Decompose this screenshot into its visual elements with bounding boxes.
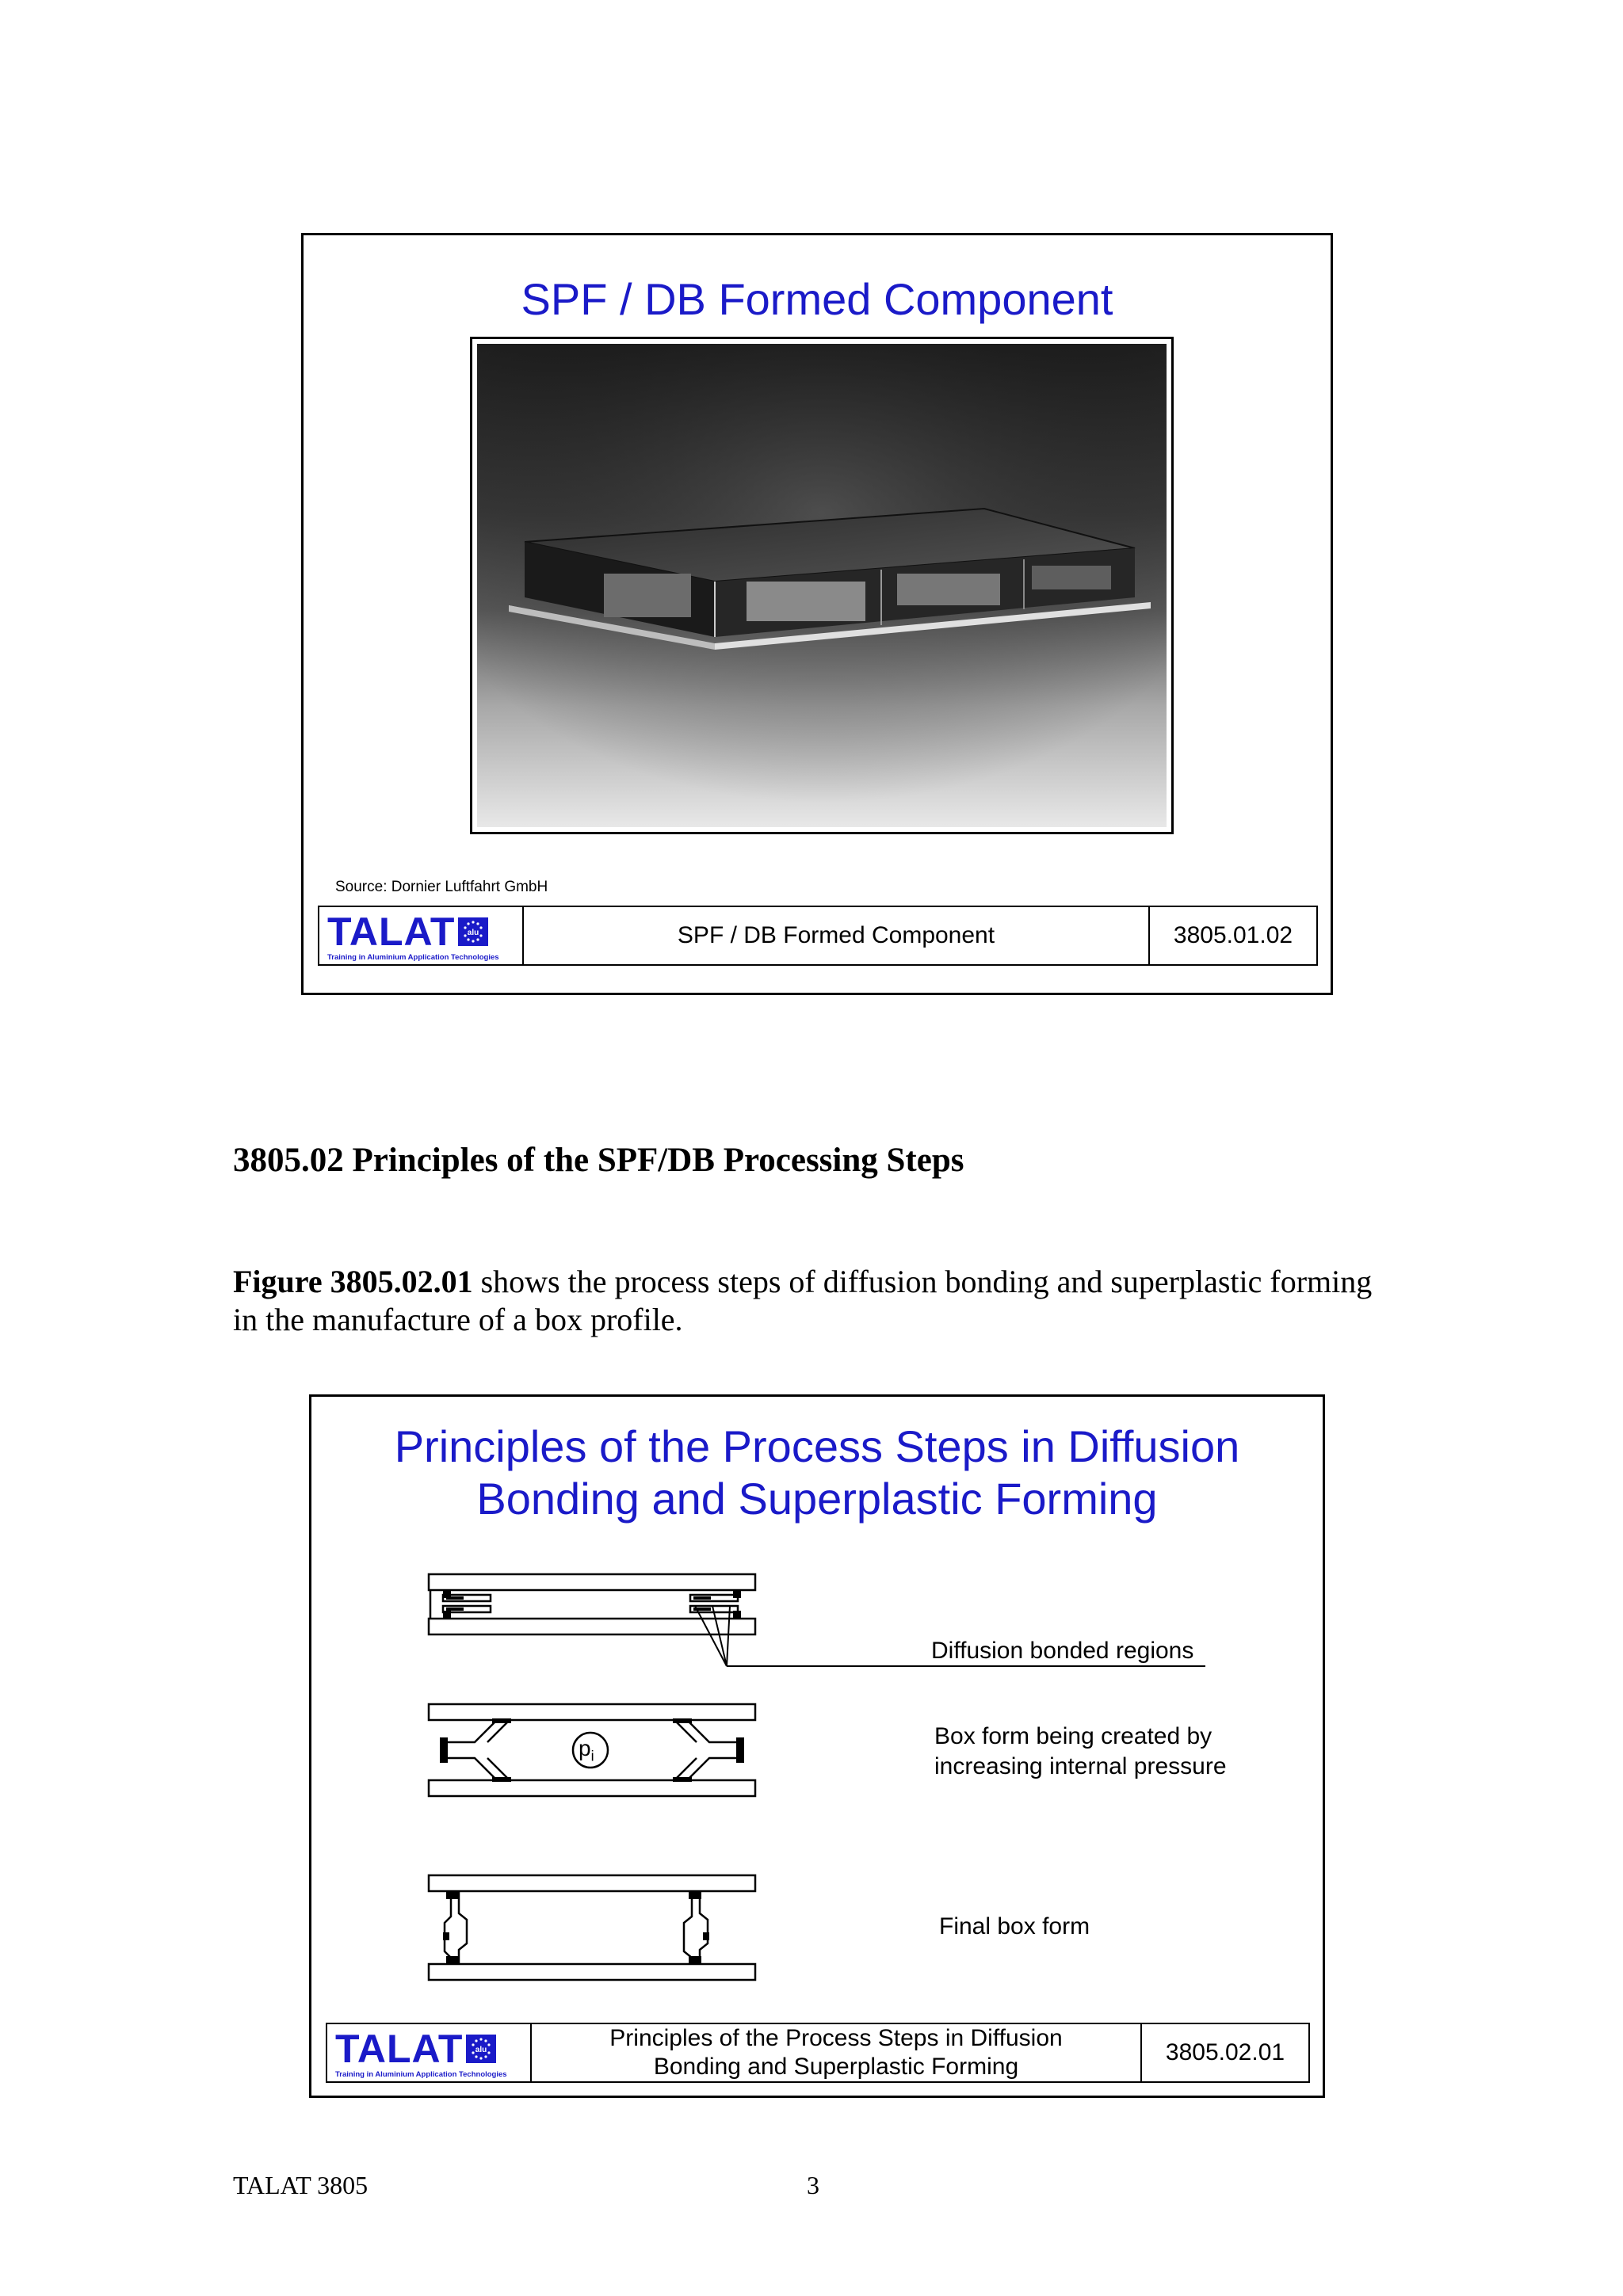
figure-reference: Figure 3805.02.01 [233, 1264, 473, 1299]
label-box-forming-line2: increasing internal pressure [934, 1753, 1227, 1779]
slide-process-steps [309, 1394, 1325, 2098]
slide2-footer-bar [326, 2023, 1310, 2083]
step3-final-box [429, 1875, 755, 1980]
talat-logo [327, 2024, 532, 2081]
alu-badge: alu [468, 928, 479, 937]
slide1-footer-code: 3805.01.02 [1148, 907, 1316, 964]
label-box-forming [934, 1722, 1227, 1782]
talat-logo-subtitle: Training in Aluminium Application Technologies [335, 2069, 507, 2079]
label-box-forming-line1: Box form being created by [934, 1723, 1212, 1749]
slide2-footer-title-line1: Principles of the Process Steps in Diffusion [609, 2025, 1063, 2051]
label-internal-pressure [579, 1733, 594, 1772]
slide1-footer-title: SPF / DB Formed Component [677, 922, 995, 948]
label-final-box: Final box form [939, 1913, 1090, 1939]
section-paragraph [233, 1263, 1382, 1339]
alu-badge: alu [475, 2045, 487, 2054]
section-heading: 3805.02 Principles of the SPF/DB Processing Steps [233, 1142, 964, 1179]
pressure-symbol: p [579, 1736, 591, 1760]
label-diffusion-bonded: Diffusion bonded regions [931, 1638, 1194, 1664]
talat-logo [319, 907, 524, 964]
page-number: 3 [807, 2171, 819, 2199]
step1-stacked-sheets [429, 1574, 755, 1634]
source-credit: Source: Dornier Luftfahrt GmbH [335, 879, 548, 895]
pressure-subscript: i [590, 1748, 594, 1764]
slide1-title: SPF / DB Formed Component [521, 274, 1113, 324]
photo-spf-db-box-component [477, 344, 1167, 827]
component-photo [470, 337, 1174, 834]
eu-flag-icon [458, 917, 488, 946]
slide2-footer-title [532, 2024, 1140, 2081]
page-footer-doc: TALAT 3805 [233, 2171, 369, 2199]
slide1-footer-bar [318, 906, 1318, 966]
talat-logo-text: TALAT [327, 909, 456, 954]
slide2-footer-code: 3805.02.01 [1140, 2024, 1308, 2081]
slide-spf-db-component [301, 233, 1333, 995]
slide2-title-line1: Principles of the Process Steps in Diffusion [394, 1421, 1240, 1471]
talat-logo-subtitle: Training in Aluminium Application Technologies [327, 952, 499, 962]
talat-logo-text: TALAT [335, 2026, 464, 2071]
paragraph-text: shows the process steps of diffusion bonding and superplastic forming in the manufacture of a box profile. [233, 1264, 1373, 1337]
slide2-footer-title-line2: Bonding and Superplastic Forming [653, 2054, 1019, 2080]
slide2-title-line2: Bonding and Superplastic Forming [476, 1474, 1158, 1524]
eu-flag-icon [466, 2035, 496, 2063]
